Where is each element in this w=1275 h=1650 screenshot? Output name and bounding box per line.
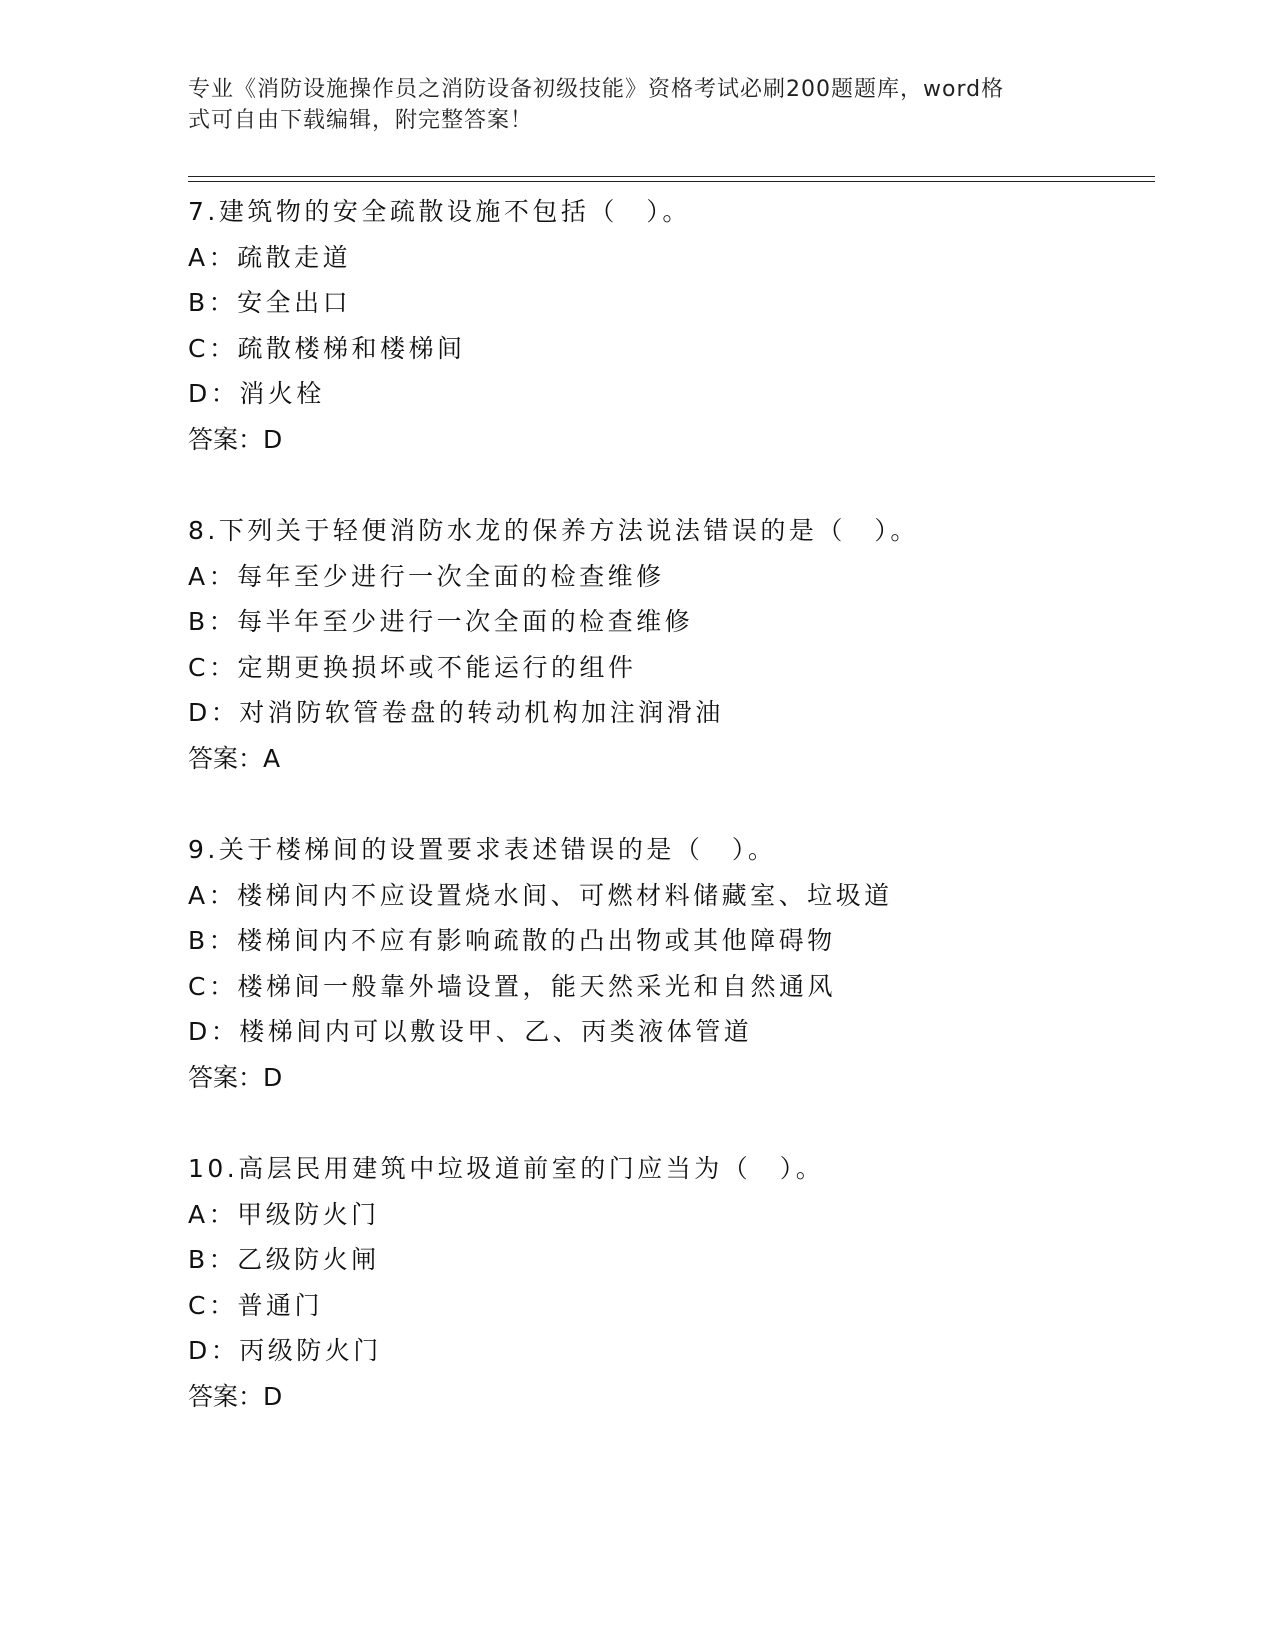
- question-stem: 10.高层民用建筑中垃圾道前室的门应当为（ ）。: [188, 1154, 825, 1183]
- answer-label: 答案：D: [188, 1062, 283, 1092]
- question-8: [188, 508, 1148, 781]
- question-9: [188, 827, 1148, 1100]
- header-line-1: 专业《消防设施操作员之消防设备初级技能》资格考试必刷200题题库，word格: [188, 77, 1005, 102]
- option-b: B：每半年至少进行一次全面的检查维修: [188, 607, 694, 636]
- option-a: A：疏散走道: [188, 242, 352, 272]
- option-c: C：定期更换损坏或不能运行的组件: [188, 652, 637, 682]
- option-b: B：安全出口: [188, 288, 352, 317]
- option-b: B：楼梯间内不应有影响疏散的凸出物或其他障碍物: [188, 926, 836, 955]
- question-stem: 9.关于楼梯间的设置要求表述错误的是（ ）。: [188, 835, 777, 864]
- answer-label: 答案：A: [188, 743, 281, 773]
- question-stem: 7.建筑物的安全疏散设施不包括（ ）。: [188, 197, 691, 226]
- header-divider-top: [188, 176, 1155, 177]
- option-d: D：楼梯间内可以敷设甲、乙、丙类液体管道: [188, 1017, 753, 1046]
- question-stem: 8.下列关于轻便消防水龙的保养方法说法错误的是（ ）。: [188, 516, 919, 545]
- question-list: [188, 189, 1148, 1465]
- option-a: A：甲级防火门: [188, 1199, 380, 1229]
- option-c: C：楼梯间一般靠外墙设置，能天然采光和自然通风: [188, 971, 836, 1001]
- option-c: C：疏散楼梯和楼梯间: [188, 333, 466, 363]
- option-d: D：对消防软管卷盘的转动机构加注润滑油: [188, 698, 724, 727]
- answer-label: 答案：D: [188, 1381, 283, 1411]
- option-a: A：每年至少进行一次全面的检查维修: [188, 561, 665, 591]
- option-d: D：丙级防火门: [188, 1336, 382, 1365]
- option-c: C：普通门: [188, 1290, 323, 1320]
- option-a: A：楼梯间内不应设置烧水间、可燃材料储藏室、垃圾道: [188, 880, 893, 910]
- option-d: D：消火栓: [188, 379, 325, 408]
- answer-label: 答案：D: [188, 424, 283, 454]
- question-10: [188, 1146, 1148, 1419]
- option-b: B：乙级防火闸: [188, 1245, 380, 1274]
- header-line-2: 式可自由下载编辑，附完整答案！: [188, 108, 534, 133]
- header-divider-bottom: [188, 181, 1155, 182]
- question-7: [188, 189, 1148, 462]
- document-header: [188, 74, 1068, 136]
